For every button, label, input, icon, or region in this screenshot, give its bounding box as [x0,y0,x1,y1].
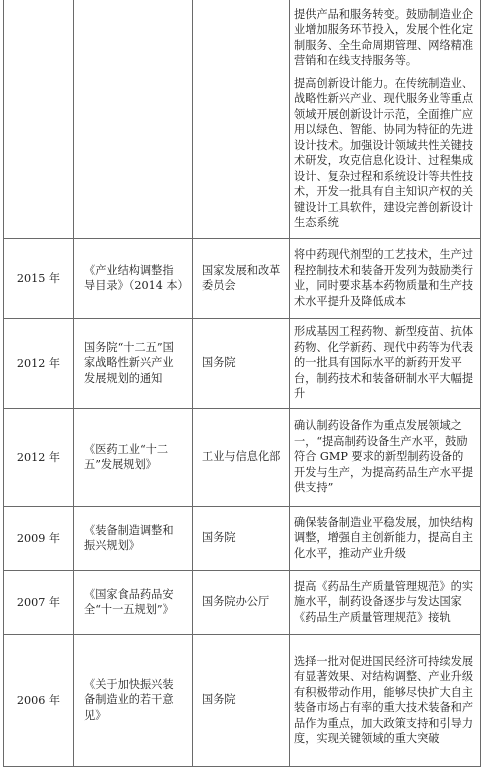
issuer-cell: 国务院 [193,506,290,570]
year-cell: 2006 年 [4,634,74,766]
content-paragraph: 形成基因工程药物、新型疫苗、抗体药物、化学新药、现代中药等为代表的一批具有国际水平的新药开发平台，制药技术和装备研制水平大幅提升 [294,325,474,401]
content-cell [290,0,481,238]
policy-cell: 《装备制造调整和振兴规划》 [74,506,193,570]
year-cell: 2015 年 [4,238,74,318]
issuer-cell: 国务院 [193,318,290,408]
content-paragraph: 确认制药设备作为重点发展领域之一，“提高制药设备生产水平，鼓励符合 GMP 要求的新型制药设备的开发与生产，为提高药品生产水平提供支持” [294,419,474,495]
table-row [4,506,481,570]
policy-cell: 《国家食品药品安全“十一五规划”》 [74,570,193,634]
issuer-cell: 国务院办公厅 [193,570,290,634]
year-cell: 2012 年 [4,408,74,506]
policy-cell: 国务院“十二五”国家战略性新兴产业发展规划的通知 [74,318,193,408]
policy-cell: 《产业结构调整指导目录》（2014 本） [74,238,193,318]
content-cell [290,238,481,318]
table-row [4,634,481,766]
year-cell: 2007 年 [4,570,74,634]
year-cell [4,0,74,238]
content-cell [290,318,481,408]
policy-cell: 《关于加快振兴装备制造业的若干意见》 [74,634,193,766]
content-cell [290,570,481,634]
table-row [4,318,481,408]
policy-cell [74,0,193,238]
table-row [4,238,481,318]
year-cell: 2012 年 [4,318,74,408]
content-paragraph: 确保装备制造业平稳发展，加快结构调整，增强自主创新能力，提高自主化水平，推动产业升级 [294,515,474,560]
year-cell: 2009 年 [4,506,74,570]
policy-table [3,0,481,767]
content-paragraph: 将中药现代剂型的工艺技术，生产过程控制技术和装备开发列为鼓励类行业，同时要求基本药物质量和生产技术水平提升及降低成本 [294,248,474,308]
policy-cell: 《医药工业“十二五”发展规划》 [74,408,193,506]
content-paragraph: 提高创新设计能力。在传统制造业、战略性新兴产业、现代服务业等重点领域开展创新设计示范，全面推广应用以绿色、智能、协同为特征的先进设计技术。加强设计领域共性关键技术研发，攻克信息化设计、过程集成设计、复杂过程和系统设计等共性技术，开发一批具有自主知识产权的关键设计工具软件，建设完善创新设计生态系统 [294,76,474,230]
table-row [4,408,481,506]
issuer-cell: 国务院 [193,634,290,766]
issuer-cell: 工业与信息化部 [193,408,290,506]
content-cell [290,408,481,506]
table-row [4,570,481,634]
content-paragraph: 提高《药品生产质量管理规范》的实施水平，制药设备逐步与发达国家《药品生产质量管理规范》接轨 [294,579,474,624]
content-cell [290,634,481,766]
content-paragraph: 选择一批对促进国民经济可持续发展有显著效果、对结构调整、产业升级有积极带动作用，能够尽快扩大自主装备市场占有率的重大技术装备和产品作为重点，加大政策支持和引导力度，实现关键领域的重大突破 [294,654,474,745]
issuer-cell: 国家发展和改革委员会 [193,238,290,318]
issuer-cell [193,0,290,238]
content-cell [290,506,481,570]
content-paragraph: 提供产品和服务转变。鼓励制造业企业增加服务环节投入，发展个性化定制服务、全生命周期管理、网络精准营销和在线支持服务等。 [294,7,474,68]
table-row [4,0,481,238]
